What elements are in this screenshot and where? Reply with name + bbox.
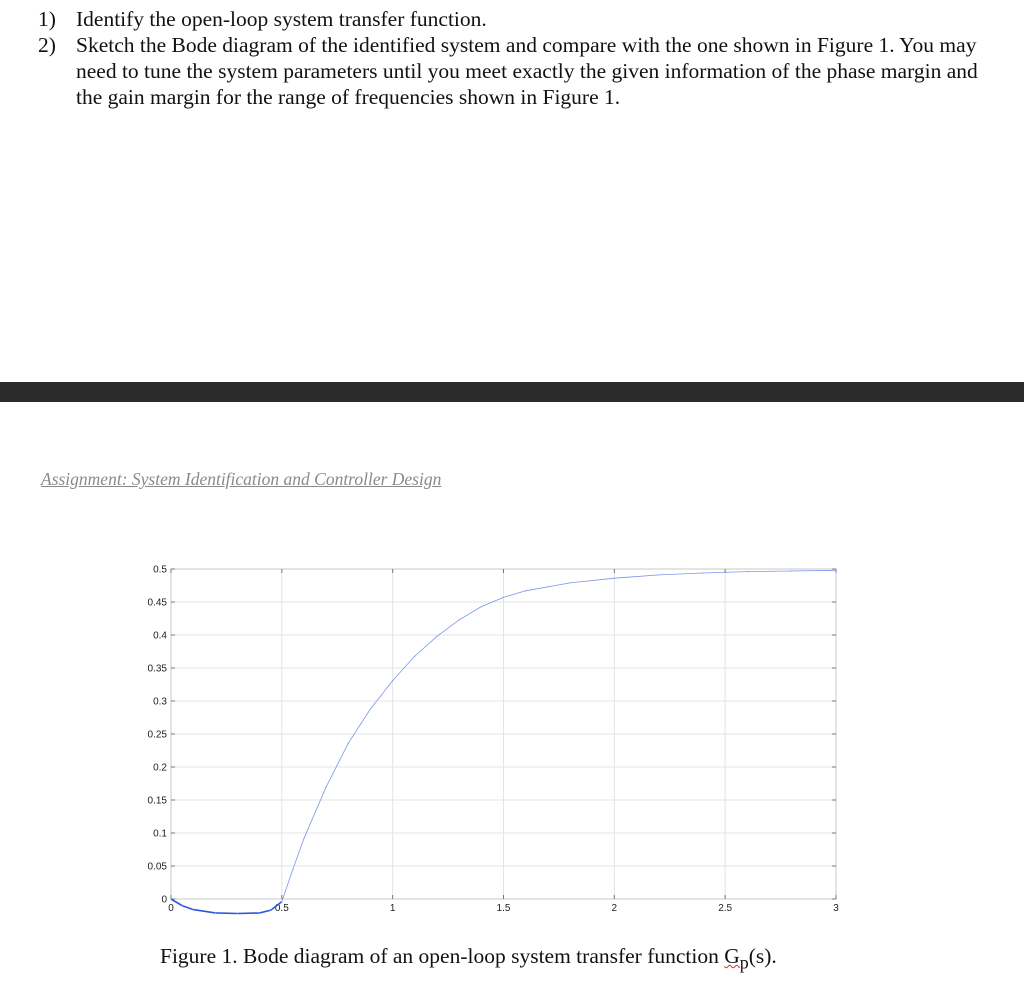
y-tick-label: 0.25 — [147, 729, 167, 741]
x-tick-label: 0 — [168, 903, 174, 914]
data-point — [281, 901, 282, 902]
x-tick-label: 2.5 — [718, 903, 733, 914]
data-point — [503, 597, 504, 598]
data-point — [181, 905, 182, 906]
data-point — [303, 838, 304, 839]
caption-text: Figure 1. Bode diagram of an open-loop system transfer function — [160, 944, 725, 968]
data-point — [747, 571, 748, 572]
page-divider-bar — [0, 382, 1024, 402]
y-tick-label: 0.05 — [147, 861, 167, 873]
data-point — [414, 656, 415, 657]
x-tick-label: 0.5 — [274, 903, 289, 914]
data-point — [392, 680, 393, 681]
x-tick-label: 2 — [611, 903, 618, 914]
data-point — [270, 910, 271, 911]
caption-subscript: p — [739, 952, 749, 973]
caption-symbol — [724, 944, 749, 973]
data-point — [292, 869, 293, 870]
document-header: Assignment: System Identification and Controller Design — [41, 469, 442, 489]
data-point — [193, 909, 194, 910]
y-tick-label: 0.45 — [147, 597, 167, 609]
data-point — [436, 636, 437, 637]
question-text: Sketch the Bode diagram of the identified system and compare with the one shown in Figure 1. You may need to tune the system parameters until you meet exactly the given information of the phase margin and the gain margin for the range of frequencies shown in Figure 1. — [76, 33, 978, 109]
data-point — [614, 578, 615, 579]
data-point — [348, 743, 349, 744]
figure-caption — [160, 944, 777, 973]
data-point — [370, 708, 371, 709]
x-tick-label: 3 — [833, 903, 839, 914]
question-list — [38, 6, 998, 110]
question-text: Identify the open-loop system transfer function. — [76, 7, 487, 31]
data-point — [459, 619, 460, 620]
question-1 — [38, 6, 998, 32]
question-number: 1) — [38, 7, 56, 31]
data-point — [702, 572, 703, 573]
data-point — [215, 912, 216, 913]
y-tick-label: 0.15 — [147, 795, 167, 807]
series-line — [282, 570, 836, 901]
question-number: 2) — [38, 33, 56, 57]
caption-suffix: (s). — [748, 944, 777, 968]
data-point — [326, 786, 327, 787]
x-tick-label: 1.5 — [496, 903, 511, 914]
data-point — [259, 912, 260, 913]
y-tick-label: 0.1 — [153, 828, 167, 840]
question-2 — [38, 32, 998, 110]
y-tick-label: 0.2 — [153, 762, 167, 774]
data-point — [791, 570, 792, 571]
x-tick-label: 1 — [389, 903, 396, 914]
data-point — [658, 574, 659, 575]
y-tick-label: 0.4 — [153, 630, 167, 642]
data-point — [569, 582, 570, 583]
caption-g: G — [724, 944, 740, 968]
data-point — [237, 913, 238, 914]
data-point — [525, 590, 526, 591]
y-tick-label: 0.5 — [153, 564, 167, 576]
data-point — [170, 898, 171, 899]
series-line-undershoot — [171, 899, 282, 914]
data-point — [481, 606, 482, 607]
line-chart — [0, 540, 1024, 940]
y-tick-label: 0 — [161, 894, 167, 906]
data-point — [835, 570, 836, 571]
y-tick-label: 0.35 — [147, 663, 167, 675]
y-tick-label: 0.3 — [153, 696, 167, 708]
